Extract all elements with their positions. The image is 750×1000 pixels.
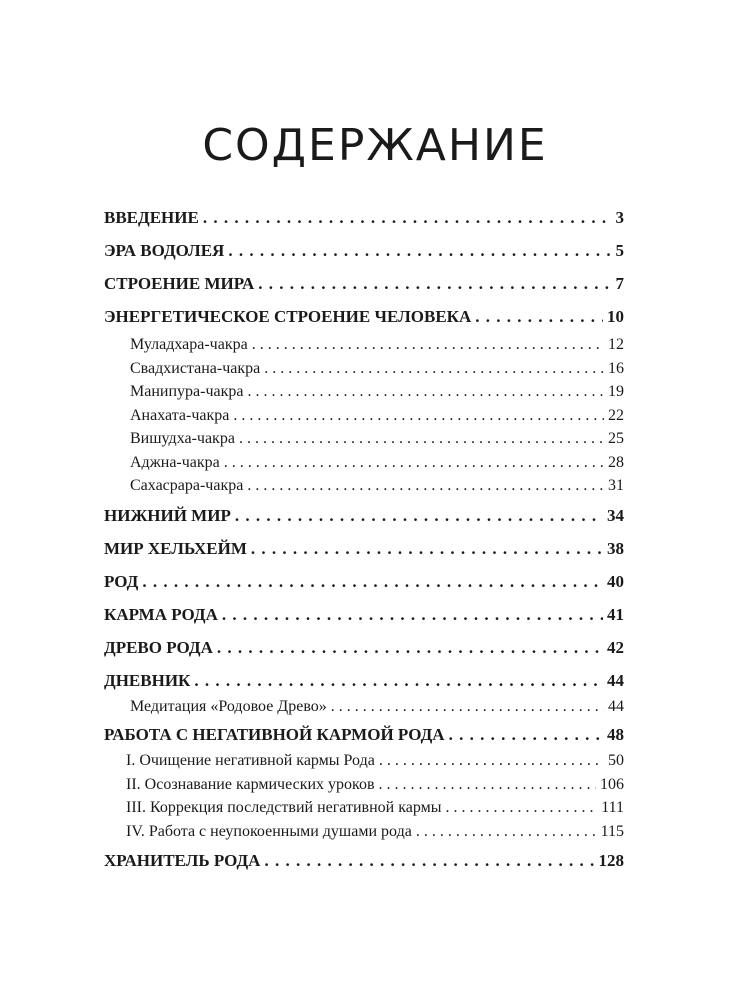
toc-entry-vvedenie[interactable] — [104, 207, 624, 229]
dot-leader — [379, 774, 596, 796]
toc-entry-page: 22 — [608, 406, 624, 424]
toc-subentry-korrekciya[interactable] — [104, 797, 624, 819]
dot-leader — [445, 797, 597, 819]
toc-entry-label: ЭНЕРГЕТИЧЕСКОЕ СТРОЕНИЕ ЧЕЛОВЕКА — [104, 307, 472, 326]
toc-entry-label: ЭРА ВОДОЛЕЯ — [104, 241, 225, 260]
toc-entry-label: ВВЕДЕНИЕ — [104, 208, 199, 227]
toc-entry-page: 31 — [608, 477, 624, 494]
toc-subentry-svadhistana[interactable] — [104, 358, 624, 380]
dot-leader — [228, 240, 611, 262]
dot-leader — [264, 358, 604, 380]
page-title: СОДЕРЖАНИЕ — [202, 120, 548, 171]
toc-entry-label: III. Коррекция последствий негативной кармы — [126, 799, 442, 816]
toc-entry-page: 106 — [600, 775, 624, 793]
toc-entry-page: 41 — [607, 605, 624, 624]
dot-leader — [142, 571, 603, 593]
toc-entry-label: Анахата-чакра — [130, 406, 230, 424]
dot-leader — [224, 452, 604, 474]
toc-entry-page: 16 — [608, 359, 624, 377]
toc-entry-stroenie-mira[interactable] — [104, 273, 624, 295]
toc-entry-hranitel-roda[interactable] — [104, 850, 624, 872]
toc-entry-page: 3 — [615, 208, 624, 227]
toc-entry-label: СТРОЕНИЕ МИРА — [104, 274, 255, 293]
toc-entry-page: 48 — [607, 725, 624, 744]
toc-subentry-vishudha[interactable] — [104, 428, 624, 450]
toc-entry-label: МИР ХЕЛЬХЕЙМ — [104, 539, 247, 558]
toc-subentry-ochishchenie[interactable] — [104, 750, 624, 772]
toc-entry-label: ДНЕВНИК — [104, 671, 191, 690]
toc-subentry-manipura[interactable] — [104, 381, 624, 403]
dot-leader — [258, 273, 611, 295]
toc-entry-page: 115 — [600, 822, 624, 840]
table-of-contents — [104, 207, 624, 883]
dot-leader — [247, 381, 604, 403]
toc-entry-label: РОД — [104, 572, 139, 591]
toc-entry-label: Сахасрара-чакра — [130, 477, 244, 494]
dot-leader — [235, 505, 603, 527]
dot-leader — [217, 637, 603, 659]
dot-leader — [416, 821, 597, 843]
toc-entry-nizhniy-mir[interactable] — [104, 505, 624, 527]
toc-entry-page: 38 — [607, 539, 624, 558]
toc-subentry-muladhara[interactable] — [104, 334, 624, 356]
toc-entry-dnevnik[interactable] — [104, 670, 624, 692]
toc-entry-label: Свадхистана-чакра — [130, 359, 261, 377]
toc-entry-label: II. Осознавание кармических уроков — [126, 775, 375, 793]
toc-entry-page: 111 — [601, 799, 624, 816]
dot-leader — [475, 306, 603, 328]
toc-entry-page: 12 — [608, 336, 624, 353]
toc-subentry-rabota-s-dushami[interactable] — [104, 821, 624, 843]
toc-entry-label: Вишудха-чакра — [130, 430, 235, 447]
toc-entry-mir-helheim[interactable] — [104, 538, 624, 560]
toc-subentry-anahata[interactable] — [104, 405, 624, 427]
toc-entry-era-vodoleya[interactable] — [104, 240, 624, 262]
dot-leader — [252, 334, 604, 356]
dot-leader — [264, 850, 594, 872]
dot-leader — [379, 750, 604, 772]
dot-leader — [233, 405, 604, 427]
toc-entry-rod[interactable] — [104, 571, 624, 593]
toc-entry-label: РАБОТА С НЕГАТИВНОЙ КАРМОЙ РОДА — [104, 725, 445, 744]
dot-leader — [194, 670, 603, 692]
toc-subentry-meditaciya[interactable] — [104, 696, 624, 718]
toc-entry-page: 7 — [615, 274, 624, 293]
toc-entry-page: 19 — [608, 383, 624, 400]
toc-entry-label: Медитация «Родовое Древо» — [130, 698, 327, 715]
toc-entry-label: Муладхара-чакра — [130, 336, 248, 353]
toc-entry-karma-roda[interactable] — [104, 604, 624, 626]
toc-entry-drevo-roda[interactable] — [104, 637, 624, 659]
dot-leader — [239, 428, 604, 450]
toc-entry-label: IV. Работа с неупокоенными душами рода — [126, 822, 412, 840]
dot-leader — [449, 724, 603, 746]
toc-subentry-sahasrara[interactable] — [104, 475, 624, 497]
toc-entry-page: 5 — [615, 241, 624, 260]
dot-leader — [247, 475, 604, 497]
toc-entry-page: 34 — [607, 506, 624, 525]
toc-entry-page: 128 — [598, 850, 624, 870]
toc-entry-label: Манипура-чакра — [130, 383, 244, 400]
toc-entry-page: 42 — [607, 638, 624, 657]
toc-entry-label: КАРМА РОДА — [104, 605, 218, 624]
toc-entry-label: Аджна-чакра — [130, 453, 220, 471]
toc-entry-page: 28 — [608, 453, 624, 471]
dot-leader — [222, 604, 603, 626]
toc-entry-page: 40 — [607, 572, 624, 591]
toc-entry-page: 44 — [607, 671, 624, 690]
toc-subentry-adzhna[interactable] — [104, 452, 624, 474]
toc-entry-page: 10 — [607, 307, 624, 326]
dot-leader — [331, 696, 604, 718]
toc-entry-energeticheskoe-stroenie[interactable] — [104, 306, 624, 328]
toc-entry-label: НИЖНИЙ МИР — [104, 506, 231, 525]
toc-entry-page: 50 — [608, 752, 624, 769]
toc-entry-label: I. Очищение негативной кармы Рода — [126, 752, 375, 769]
toc-subentry-osoznavanie[interactable] — [104, 774, 624, 796]
toc-entry-page: 25 — [608, 430, 624, 447]
toc-entry-page: 44 — [608, 698, 624, 715]
toc-entry-label: ХРАНИТЕЛЬ РОДА — [104, 850, 261, 870]
dot-leader — [203, 207, 612, 229]
toc-entry-label: ДРЕВО РОДА — [104, 638, 213, 657]
dot-leader — [251, 538, 603, 560]
toc-entry-rabota-s-karmoy[interactable] — [104, 724, 624, 746]
